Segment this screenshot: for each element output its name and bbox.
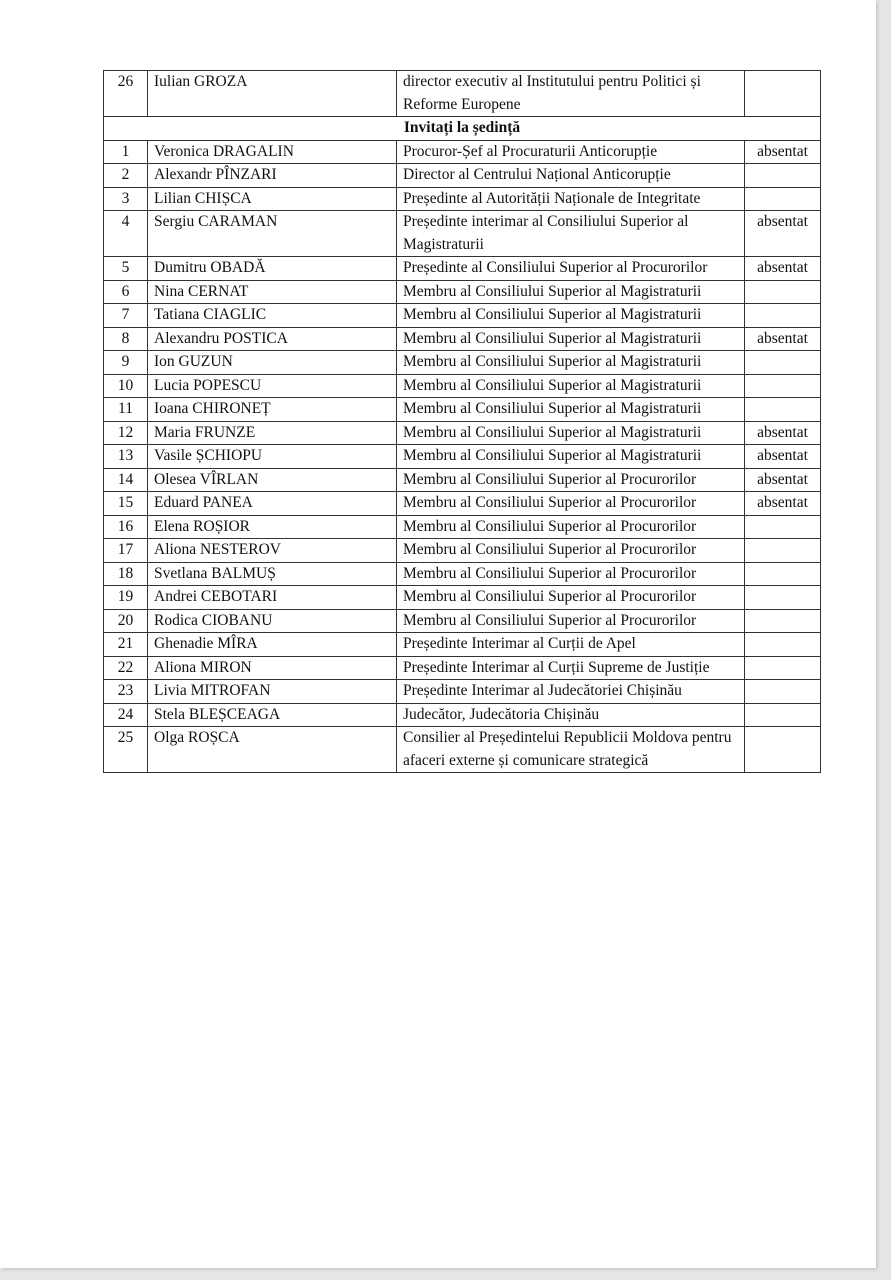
section-title: Invitați la ședință (104, 117, 821, 141)
row-number: 11 (104, 398, 148, 422)
member-role: Membru al Consiliului Superior al Procurorilor (397, 562, 745, 586)
attendance-status (745, 703, 821, 727)
row-number: 25 (104, 727, 148, 773)
member-name: Livia MITROFAN (148, 680, 397, 704)
section-header-row (104, 117, 821, 141)
member-name: Stela BLEȘCEAGA (148, 703, 397, 727)
row-number: 1 (104, 140, 148, 164)
attendance-status (745, 562, 821, 586)
attendance-table-body (104, 71, 821, 773)
member-role: Membru al Consiliului Superior al Magistraturii (397, 351, 745, 375)
attendance-status (745, 304, 821, 328)
attendance-status (745, 609, 821, 633)
table-row (104, 680, 821, 704)
attendance-status (745, 187, 821, 211)
member-role: Membru al Consiliului Superior al Procurorilor (397, 468, 745, 492)
member-role: Procuror-Șef al Procuraturii Anticorupție (397, 140, 745, 164)
member-name: Ghenadie MÎRA (148, 633, 397, 657)
member-role: Judecător, Judecătoria Chișinău (397, 703, 745, 727)
row-number: 21 (104, 633, 148, 657)
row-number: 3 (104, 187, 148, 211)
row-number: 5 (104, 257, 148, 281)
attendance-status (745, 398, 821, 422)
member-role: Membru al Consiliului Superior al Procurorilor (397, 586, 745, 610)
table-row (104, 211, 821, 257)
row-number: 23 (104, 680, 148, 704)
table-row (104, 327, 821, 351)
row-number: 26 (104, 71, 148, 117)
row-number: 24 (104, 703, 148, 727)
row-number: 12 (104, 421, 148, 445)
attendance-status (745, 280, 821, 304)
table-row (104, 633, 821, 657)
attendance-status (745, 539, 821, 563)
member-role: Membru al Consiliului Superior al Magistraturii (397, 327, 745, 351)
member-role: director executiv al Institutului pentru Politici și Reforme Europene (397, 71, 745, 117)
row-number: 15 (104, 492, 148, 516)
member-role: Membru al Consiliului Superior al Magistraturii (397, 304, 745, 328)
attendance-status: absentat (745, 211, 821, 257)
member-role: Membru al Consiliului Superior al Procurorilor (397, 492, 745, 516)
member-name: Nina CERNAT (148, 280, 397, 304)
member-role: Consilier al Președintelui Republicii Moldova pentru afaceri externe și comunicare strategică (397, 727, 745, 773)
member-name: Aliona MIRON (148, 656, 397, 680)
table-row (104, 562, 821, 586)
table-row (104, 656, 821, 680)
attendance-status (745, 351, 821, 375)
table-row (104, 727, 821, 773)
member-name: Elena ROȘIOR (148, 515, 397, 539)
member-name: Olga ROȘCA (148, 727, 397, 773)
member-name: Andrei CEBOTARI (148, 586, 397, 610)
attendance-status (745, 633, 821, 657)
row-number: 20 (104, 609, 148, 633)
row-number: 9 (104, 351, 148, 375)
member-role: Membru al Consiliului Superior al Procurorilor (397, 609, 745, 633)
member-name: Lilian CHIȘCA (148, 187, 397, 211)
row-number: 14 (104, 468, 148, 492)
row-number: 4 (104, 211, 148, 257)
table-row (104, 586, 821, 610)
attendance-status (745, 680, 821, 704)
table-row (104, 374, 821, 398)
table-row (104, 468, 821, 492)
attendance-status (745, 515, 821, 539)
member-name: Aliona NESTEROV (148, 539, 397, 563)
member-name: Svetlana BALMUȘ (148, 562, 397, 586)
member-role: Membru al Consiliului Superior al Magistraturii (397, 280, 745, 304)
member-role: Președinte Interimar al Curții de Apel (397, 633, 745, 657)
attendance-status (745, 71, 821, 117)
table-row (104, 421, 821, 445)
table-row (104, 164, 821, 188)
row-number: 8 (104, 327, 148, 351)
table-row (104, 703, 821, 727)
attendance-status: absentat (745, 492, 821, 516)
attendance-status: absentat (745, 421, 821, 445)
table-row (104, 398, 821, 422)
row-number: 2 (104, 164, 148, 188)
attendance-status: absentat (745, 140, 821, 164)
table-row (104, 187, 821, 211)
attendance-status (745, 727, 821, 773)
attendance-table (103, 70, 821, 773)
attendance-status: absentat (745, 257, 821, 281)
member-name: Sergiu CARAMAN (148, 211, 397, 257)
member-role: Membru al Consiliului Superior al Magistraturii (397, 421, 745, 445)
table-row (104, 140, 821, 164)
table-row (104, 445, 821, 469)
member-name: Maria FRUNZE (148, 421, 397, 445)
member-role: Președinte Interimar al Judecătoriei Chișinău (397, 680, 745, 704)
member-name: Eduard PANEA (148, 492, 397, 516)
member-role: Membru al Consiliului Superior al Magistraturii (397, 398, 745, 422)
attendance-status: absentat (745, 468, 821, 492)
member-name: Ion GUZUN (148, 351, 397, 375)
table-row (104, 257, 821, 281)
row-number: 17 (104, 539, 148, 563)
row-number: 6 (104, 280, 148, 304)
member-role: Membru al Consiliului Superior al Magistraturii (397, 445, 745, 469)
attendance-status (745, 164, 821, 188)
attendance-status (745, 374, 821, 398)
member-name: Alexandru POSTICA (148, 327, 397, 351)
table-row (104, 351, 821, 375)
table-row (104, 71, 821, 117)
table-row (104, 609, 821, 633)
member-name: Dumitru OBADĂ (148, 257, 397, 281)
row-number: 7 (104, 304, 148, 328)
table-row (104, 492, 821, 516)
member-name: Veronica DRAGALIN (148, 140, 397, 164)
row-number: 10 (104, 374, 148, 398)
attendance-status: absentat (745, 445, 821, 469)
member-role: Membru al Consiliului Superior al Procurorilor (397, 515, 745, 539)
member-role: Președinte al Autorității Naționale de Integritate (397, 187, 745, 211)
member-role: Președinte interimar al Consiliului Superior al Magistraturii (397, 211, 745, 257)
attendance-status (745, 656, 821, 680)
member-role: Președinte Interimar al Curții Supreme de Justiție (397, 656, 745, 680)
member-role: Director al Centrului Național Anticorupție (397, 164, 745, 188)
table-row (104, 539, 821, 563)
row-number: 22 (104, 656, 148, 680)
row-number: 18 (104, 562, 148, 586)
member-name: Alexandr PÎNZARI (148, 164, 397, 188)
row-number: 16 (104, 515, 148, 539)
member-name: Lucia POPESCU (148, 374, 397, 398)
member-role: Membru al Consiliului Superior al Procurorilor (397, 539, 745, 563)
member-role: Președinte al Consiliului Superior al Procurorilor (397, 257, 745, 281)
member-name: Tatiana CIAGLIC (148, 304, 397, 328)
table-row (104, 280, 821, 304)
table-row (104, 304, 821, 328)
member-name: Rodica CIOBANU (148, 609, 397, 633)
row-number: 19 (104, 586, 148, 610)
member-name: Ioana CHIRONEȚ (148, 398, 397, 422)
member-name: Olesea VÎRLAN (148, 468, 397, 492)
table-row (104, 515, 821, 539)
row-number: 13 (104, 445, 148, 469)
attendance-status (745, 586, 821, 610)
member-name: Vasile ȘCHIOPU (148, 445, 397, 469)
member-name: Iulian GROZA (148, 71, 397, 117)
attendance-status: absentat (745, 327, 821, 351)
member-role: Membru al Consiliului Superior al Magistraturii (397, 374, 745, 398)
